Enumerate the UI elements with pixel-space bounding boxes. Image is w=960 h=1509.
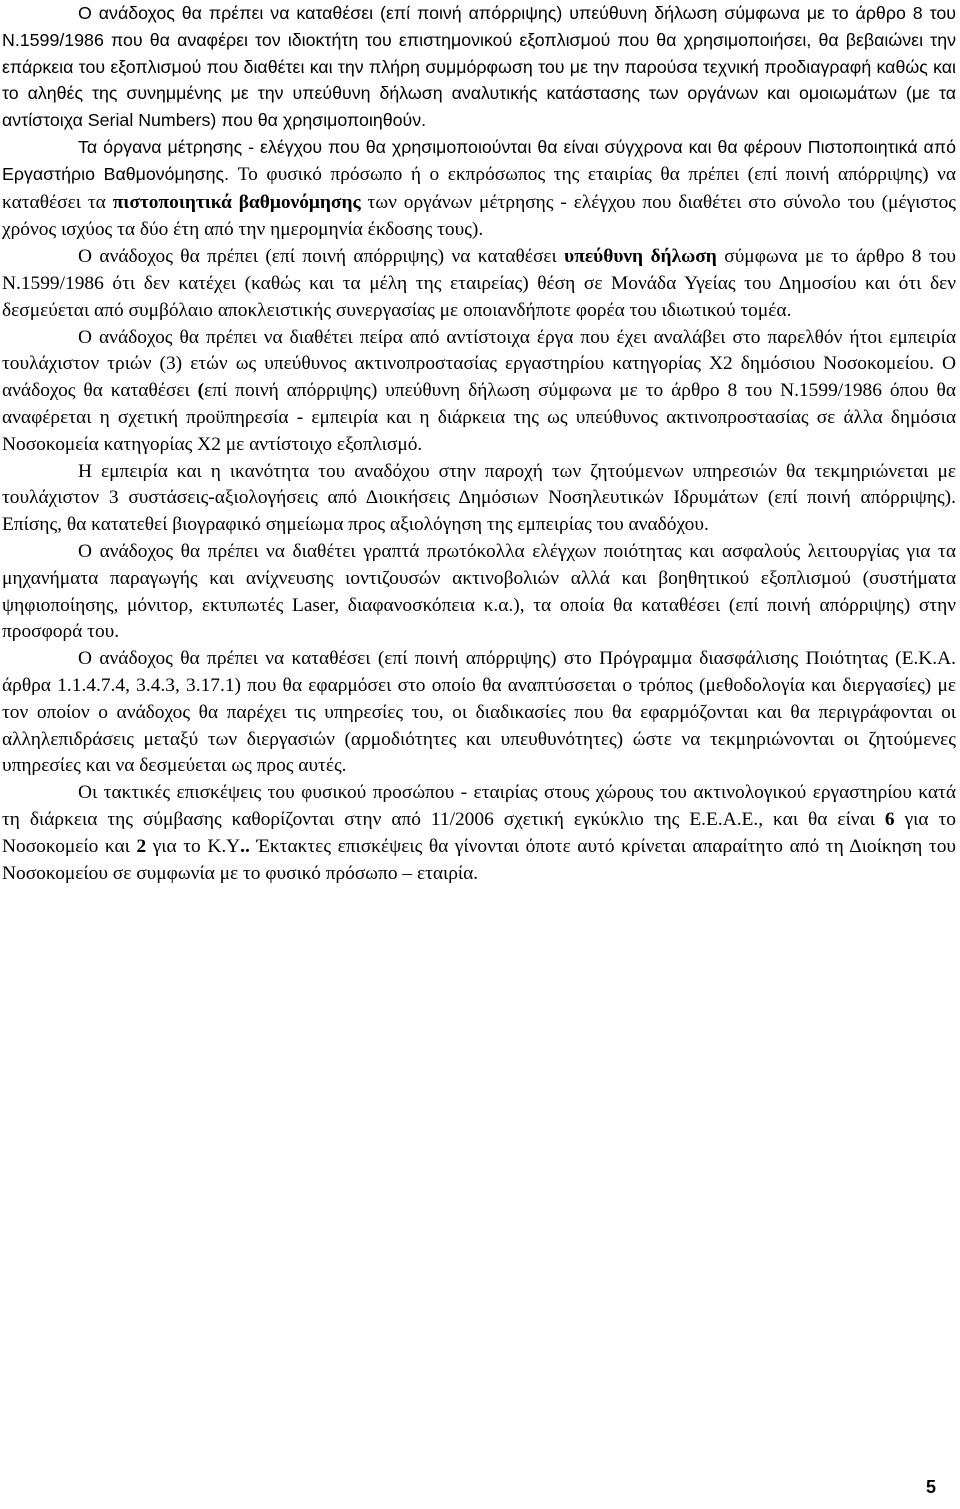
paragraph-text: Ο ανάδοχος θα πρέπει να καταθέσει (επί ποινή απόρριψης) στο Πρόγραμμα διασφάλισης Ποιότητας (Ε.Κ.Α. άρθρα 1.1.4.7.4, 3.4.3, 3.17.1) που θα εφαρμόσει στο οποίο θα αναπτύσσεται ο τρόπος (μεθοδολογία και διεργασίες) με τον οποίον ο ανάδοχος θα παρέχει τις υπηρεσίες του, οι διαδικασίες που θα εφαρμόζονται και θα περιγράφονται οι αλληλεπιδράσεις μεταξύ των διεργασιών (αρμοδιότητες και υπευθυνότητες) ώστε να τεκμηριώνονται οι ζητούμενες υπηρεσίες και να δεσμεύεται ως προς αυτές. (2, 648, 956, 777)
paragraph-text: Έκτακτες επισκέψεις θα γίνονται όποτε αυτό κρίνεται απαραίτητο από τη Διοίκηση του Νοσοκομείου σε συμφωνία με το φυσικό πρόσωπο – εταιρία. (2, 835, 956, 884)
paragraph-4 (2, 325, 956, 459)
paragraph-text: Ο ανάδοχος θα πρέπει να διαθέτει γραπτά πρωτόκολλα ελέγχων ποιότητας και ασφαλούς λειτουργίας για τα μηχανήματα παραγωγής και ανίχνευσης ιοντιζουσών ακτινοβολιών αλλά και βοηθητικού εξοπλισμού (συστήματα ψηφιοποίησης, μόνιτορ, εκτυπωτές Laser, διαφανοσκόπεια κ.α.), τα οποία θα καταθέσει (επί ποινή απόρριψης) στην προσφορά του. (2, 540, 956, 643)
paragraph-text: επί ποινή απόρριψης) υπεύθυνη δήλωση σύμφωνα με το άρθρο 8 του Ν.1599/1986 όπου θα αναφέρεται η σχετική προϋπηρεσία - εμπειρία και η διάρκεια της ως υπεύθυνος ακτινοπροστασίας σε άλλα δημόσια Νοσοκομεία κατηγορίας Χ2 με αντίστοιχο εξοπλισμό. (2, 380, 956, 455)
paragraph-text: 6 (884, 808, 895, 830)
paragraph-1 (2, 0, 956, 134)
paragraph-text: Τα όργανα μέτρησης - ελέγχου που θα χρησιμοποιούνται θα είναι σύγχρονα και θα φέρουν Πιστοποιητικά από Εργαστήριο Βαθμονόμησης. (2, 136, 956, 184)
paragraph-7 (2, 646, 956, 780)
paragraph-5 (2, 459, 956, 539)
paragraph-8 (2, 780, 956, 887)
paragraph-text: πιστοποιητικά βαθμονόμησης (112, 191, 361, 213)
paragraph-text: υπεύθυνη δήλωση (564, 246, 717, 268)
paragraph-text: .. (240, 835, 250, 857)
paragraph-text: σύμφωνα με το άρθρο 8 του Ν.1599/1986 ότι δεν κατέχει (καθώς και τα μέλη της εταιρείας) θέση σε Μονάδα Υγείας του Δημοσίου και ότι δεν δεσμεύεται από συμβόλαιο αποκλειστικής συνεργασίας με οποιανδήποτε φορέα του ιδιωτικού τομέα. (2, 246, 956, 321)
paragraph-2 (2, 134, 956, 244)
paragraph-text: Ο ανάδοχος θα πρέπει (επί ποινή απόρριψης) να καταθέσει (78, 246, 565, 268)
paragraph-text: Ο ανάδοχος θα πρέπει να καταθέσει (επί ποινή απόρριψης) υπεύθυνη δήλωση σύμφωνα με το άρθρο 8 του Ν.1599/1986 που θα αναφέρει τον ιδιοκτήτη του επιστημονικού εξοπλισμού που θα χρησιμοποιήσει, θα βεβαιώνει την επάρκεια του εξοπλισμού που διαθέτει και την πλήρη συμμόρφωση του με την παρούσα τεχνική προδιαγραφή καθώς και το αληθές της συνημμένης με την υπεύθυνη δήλωση αναλυτικής κατάστασης των οργάνων και ομοιωμάτων (με τα αντίστοιχα Serial Numbers) που θα χρησιμοποιηθούν. (2, 3, 956, 131)
paragraph-3 (2, 244, 956, 324)
paragraph-text: 2 (136, 835, 147, 857)
paragraph-text: Ο ανάδοχος θα πρέπει να διαθέτει πείρα από αντίστοιχα έργα που έχει αναλάβει στο παρελθόν ήτοι εμπειρία τουλάχιστον τριών (3) ετών ως υπεύθυνος ακτινοπροστασίας εργαστηρίου κατηγορίας Χ2 δημόσιου Νοσοκομείου. Ο ανάδοχος θα καταθέσει (2, 326, 956, 402)
paragraph-text: Το φυσικό πρόσωπο ή ο εκπρόσωπος της εταιρίας θα πρέπει (επί ποινή απόρριψης) να καταθέσει τα (2, 163, 956, 213)
paragraph-6 (2, 539, 956, 646)
page-number: 5 (925, 1477, 936, 1497)
paragraph-text: για το Κ.Υ (146, 835, 241, 857)
paragraph-text: ( (197, 380, 205, 402)
paragraph-text: για το Νοσοκομείο και (2, 808, 956, 857)
paragraph-text: των οργάνων μέτρησης - ελέγχου που διαθέτει στο σύνολο του (μέγιστος χρόνος ισχύος τα δύο έτη από την ημερομηνία έκδοσης τους). (2, 191, 956, 241)
document-body (2, 0, 956, 887)
paragraph-text: Οι τακτικές επισκέψεις του φυσικού προσώπου - εταιρίας στους χώρους του ακτινολογικού εργαστηρίου κατά τη διάρκεια της σύμβασης καθορίζονται στην από 11/2006 σχετική εγκύκλιο της Ε.Ε.Α.Ε., και θα είναι (2, 782, 956, 830)
paragraph-text: Η εμπειρία και η ικανότητα του αναδόχου στην παροχή των ζητούμενων υπηρεσιών θα τεκμηριώνεται με τουλάχιστον 3 συστάσεις-αξιολογήσεις από Διοικήσεις Δημόσιων Νοσηλευτικών Ιδρυμάτων (επί ποινή απόρριψης). Επίσης, θα κατατεθεί βιογραφικό σημείωμα προς αξιολόγηση της εμπειρίας του αναδόχου. (2, 460, 956, 536)
